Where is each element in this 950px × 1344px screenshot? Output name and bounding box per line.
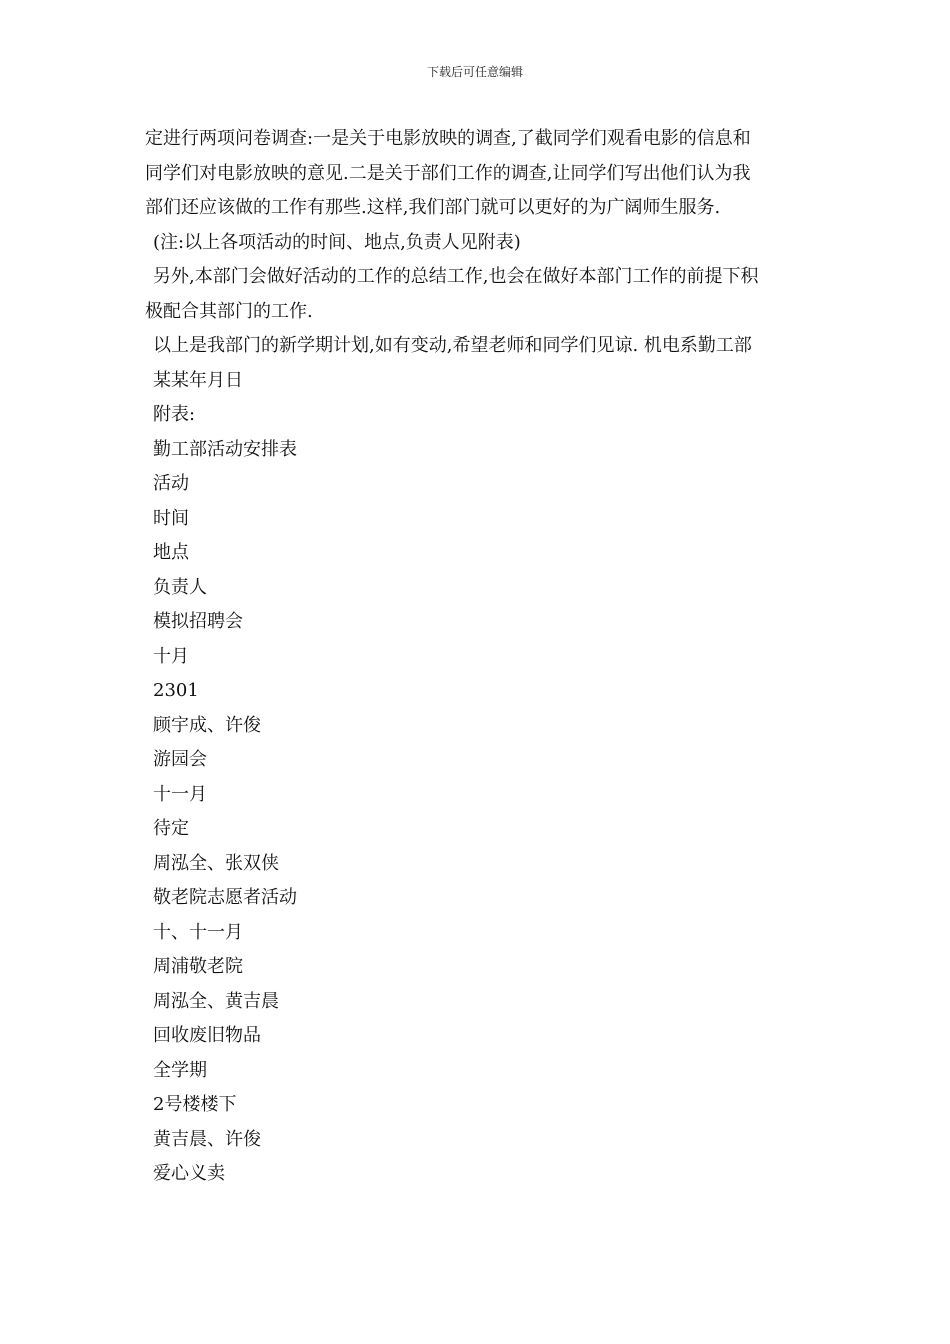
table-cell: 黄吉晨、许俊 — [153, 1128, 261, 1150]
body-line: 定进行两项问卷调查:一是关于电影放映的调查,了截同学们观看电影的信息和 — [145, 128, 751, 149]
table-cell: 游园会 — [153, 749, 207, 770]
note-line: (注:以上各项活动的时间、地点,负责人见附表) — [153, 231, 521, 253]
body-line: 部们还应该做的工作有那些.这样,我们部门就可以更好的为广阔师生服务. — [145, 197, 721, 218]
body-line: 另外,本部门会做好活动的工作的总结工作,也会在做好本部门工作的前提下积 — [153, 266, 759, 287]
table-cell: 2301 — [153, 680, 199, 701]
table-cell: 十月 — [153, 645, 189, 667]
body-line: 极配合其部门的工作. — [145, 300, 313, 322]
page-header: 下载后可任意编辑 — [426, 65, 523, 79]
table-header-cell: 时间 — [153, 507, 189, 529]
table-cell: 顾宇成、许俊 — [153, 714, 261, 736]
table-cell: 模拟招聘会 — [153, 611, 243, 632]
table-title: 勤工部活动安排表 — [153, 438, 297, 460]
table-cell: 周浦敬老院 — [153, 956, 243, 977]
table-cell: 周泓全、张双侠 — [153, 852, 279, 874]
table-cell: 敬老院志愿者活动 — [153, 887, 297, 908]
body-line: 同学们对电影放映的意见.二是关于部们工作的调查,让同学们写出他们认为我 — [145, 162, 751, 184]
table-cell: 爱心义卖 — [153, 1163, 225, 1184]
table-cell: 十一月 — [153, 783, 207, 805]
table-cell: 待定 — [153, 818, 189, 839]
table-cell: 2号楼楼下 — [153, 1094, 237, 1115]
appendix-label: 附表: — [153, 404, 196, 425]
table-header-cell: 负责人 — [153, 576, 207, 598]
document-body — [145, 122, 810, 1192]
table-cell: 周泓全、黄吉晨 — [153, 990, 279, 1012]
date-line: 某某年月日 — [153, 369, 243, 391]
table-cell: 十、十一月 — [153, 921, 243, 943]
table-cell: 全学期 — [153, 1059, 207, 1081]
body-line: 以上是我部门的新学期计划,如有变动,希望老师和同学们见谅. 机电系勤工部 — [153, 335, 752, 356]
table-cell: 回收废旧物品 — [153, 1025, 261, 1046]
table-header-cell: 活动 — [153, 473, 189, 494]
table-header-cell: 地点 — [153, 542, 189, 563]
